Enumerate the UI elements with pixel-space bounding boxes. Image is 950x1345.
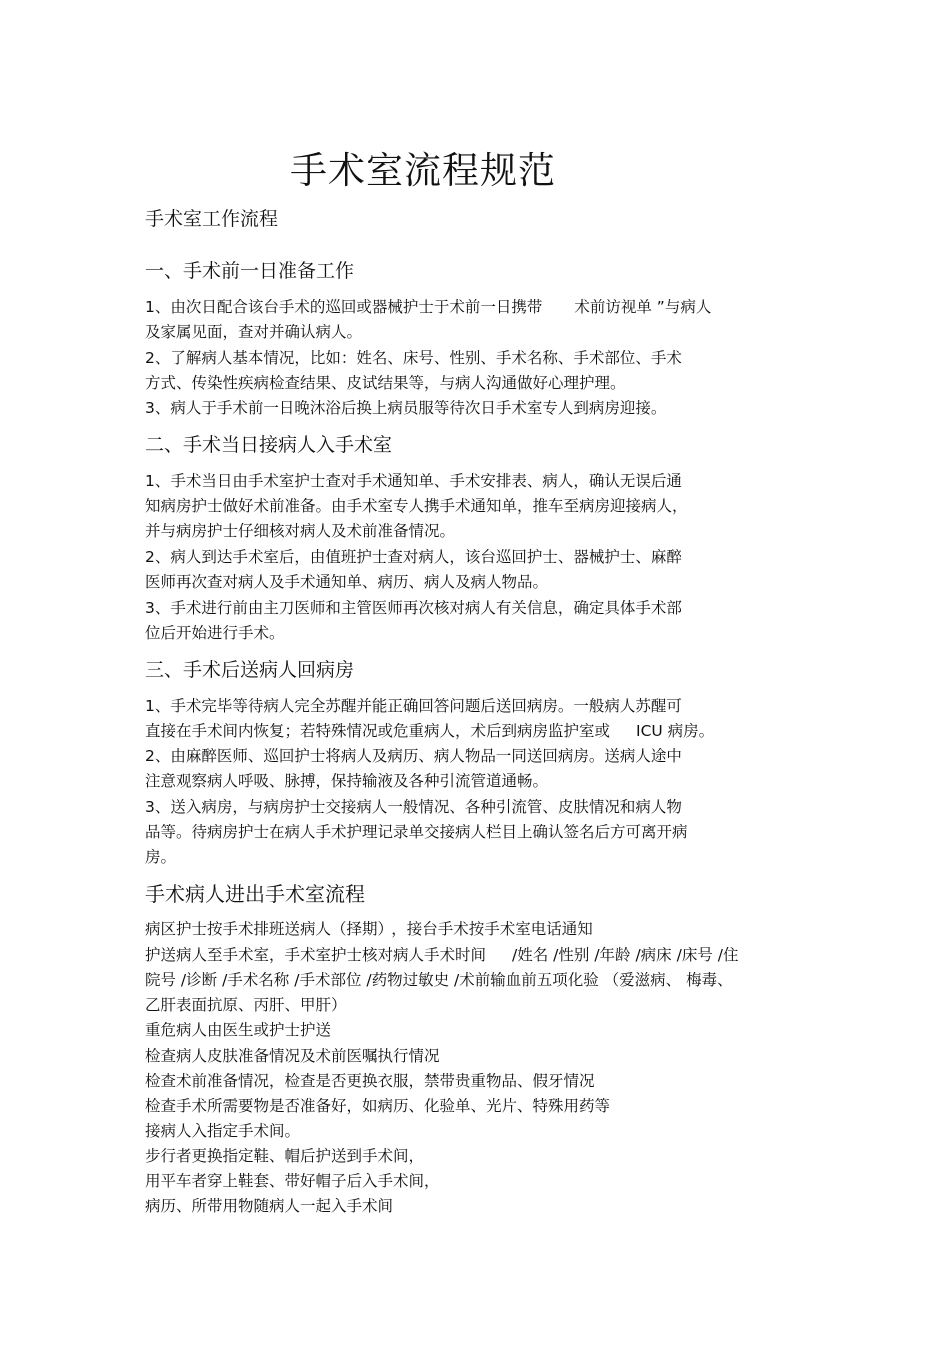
part4-line-10: 步行者更换指定鞋、帽后护送到手术间， xyxy=(145,1147,425,1165)
part4-heading: 手术病人进出手术室流程 xyxy=(145,882,365,906)
part3-line-2b: ICU 病房。 xyxy=(636,722,715,740)
section-heading-main: 手术室工作流程 xyxy=(145,208,279,230)
part2-line-1: 1、手术当日由手术室护士查对手术通知单、手术安排表、病人，确认无误后通 xyxy=(145,472,682,490)
part3-line-3: 2、由麻醉医师、巡回护士将病人及病历、病人物品一同送回病房。送病人途中 xyxy=(145,747,682,765)
part1-line-4: 方式、传染性疾病检查结果、皮试结果等，与病人沟通做好心理护理。 xyxy=(145,374,626,392)
part2-line-5: 医师再次查对病人及手术通知单、病历、病人及病人物品。 xyxy=(145,573,549,591)
part2-line-4: 2、病人到达手术室后，由值班护士查对病人，该台巡回护士、器械护士、麻醉 xyxy=(145,548,682,566)
part1-line-3: 2、了解病人基本情况，比如：姓名、床号、性别、手术名称、手术部位、手术 xyxy=(145,349,682,367)
part3-line-4: 注意观察病人呼吸、脉搏，保持输液及各种引流管道通畅。 xyxy=(145,772,549,790)
part4-line-4: 乙肝表面抗原、丙肝、甲肝） xyxy=(145,996,347,1014)
part2-line-3: 并与病房护士仔细核对病人及术前准备情况。 xyxy=(145,522,456,540)
part3-line-2a: 直接在手术间内恢复；若特殊情况或危重病人，术后到病房监护室或 xyxy=(145,722,611,740)
part4-line-11: 用平车者穿上鞋套、带好帽子后入手术间， xyxy=(145,1172,440,1190)
part3-line-6: 品等。待病房护士在病人手术护理记录单交接病人栏目上确认签名后方可离开病 xyxy=(145,823,688,841)
part4-line-2 xyxy=(145,943,739,965)
part4-line-5: 重危病人由医生或护士护送 xyxy=(145,1021,332,1039)
part4-line-2b: /姓名 /性别 /年龄 /病床 /床号 /住 xyxy=(512,946,739,964)
part2-heading: 二、手术当日接病人入手术室 xyxy=(145,434,393,456)
part3-line-7: 房。 xyxy=(145,848,177,866)
part4-line-8: 检查手术所需要物是否准备好，如病历、化验单、光片、特殊用药等 xyxy=(145,1097,611,1115)
part4-line-1a: 病区护士按手术排班送病人（择期） xyxy=(145,920,386,938)
part3-line-1: 1、手术完毕等待病人完全苏醒并能正确回答问题后送回病房。一般病人苏醒可 xyxy=(145,697,682,715)
part1-line-5: 3、病人于手术前一日晚沐浴后换上病员服等待次日手术室专人到病房迎接。 xyxy=(145,399,667,417)
part4-line-1 xyxy=(145,917,593,939)
part1-heading: 一、手术前一日准备工作 xyxy=(145,260,355,282)
part4-line-2a: 护送病人至手术室，手术室护士核对病人手术时间 xyxy=(145,946,487,964)
part3-heading: 三、手术后送病人回病房 xyxy=(145,659,355,681)
part3-line-5: 3、送入病房，与病房护士交接病人一般情况、各种引流管、皮肤情况和病人物 xyxy=(145,798,682,816)
part4-line-7: 检查术前准备情况，检查是否更换衣服，禁带贵重物品、假牙情况 xyxy=(145,1072,595,1090)
part4-line-3: 院号 /诊断 /手术名称 /手术部位 /药物过敏史 /术前输血前五项化验 （爱滋病、 梅毒、 xyxy=(145,971,733,989)
part1-line-1a: 1、由次日配合该台手术的巡回或器械护士于术前一日携带 xyxy=(145,298,543,316)
part2-line-2: 知病房护士做好术前准备。由手术室专人携手术通知单，推车至病房迎接病人， xyxy=(145,497,688,515)
part1-line-1 xyxy=(145,295,711,317)
part4-line-6: 检查病人皮肤准备情况及术前医嘱执行情况 xyxy=(145,1047,440,1065)
part4-line-1b: ，接台手术按手术室电话通知 xyxy=(391,920,593,938)
part1-line-1b: 术前访视单 ”与病人 xyxy=(574,298,712,316)
part4-line-12: 病历、所带用物随病人一起入手术间 xyxy=(145,1197,394,1215)
part4-line-9: 接病人入指定手术间。 xyxy=(145,1122,301,1140)
part2-line-7: 位后开始进行手术。 xyxy=(145,624,285,642)
part2-line-6: 3、手术进行前由主刀医师和主管医师再次核对病人有关信息，确定具体手术部 xyxy=(145,599,682,617)
document-title: 手术室流程规范 xyxy=(290,149,556,192)
part3-line-2 xyxy=(145,719,714,741)
part1-line-2: 及家属见面，查对并确认病人。 xyxy=(145,323,363,341)
